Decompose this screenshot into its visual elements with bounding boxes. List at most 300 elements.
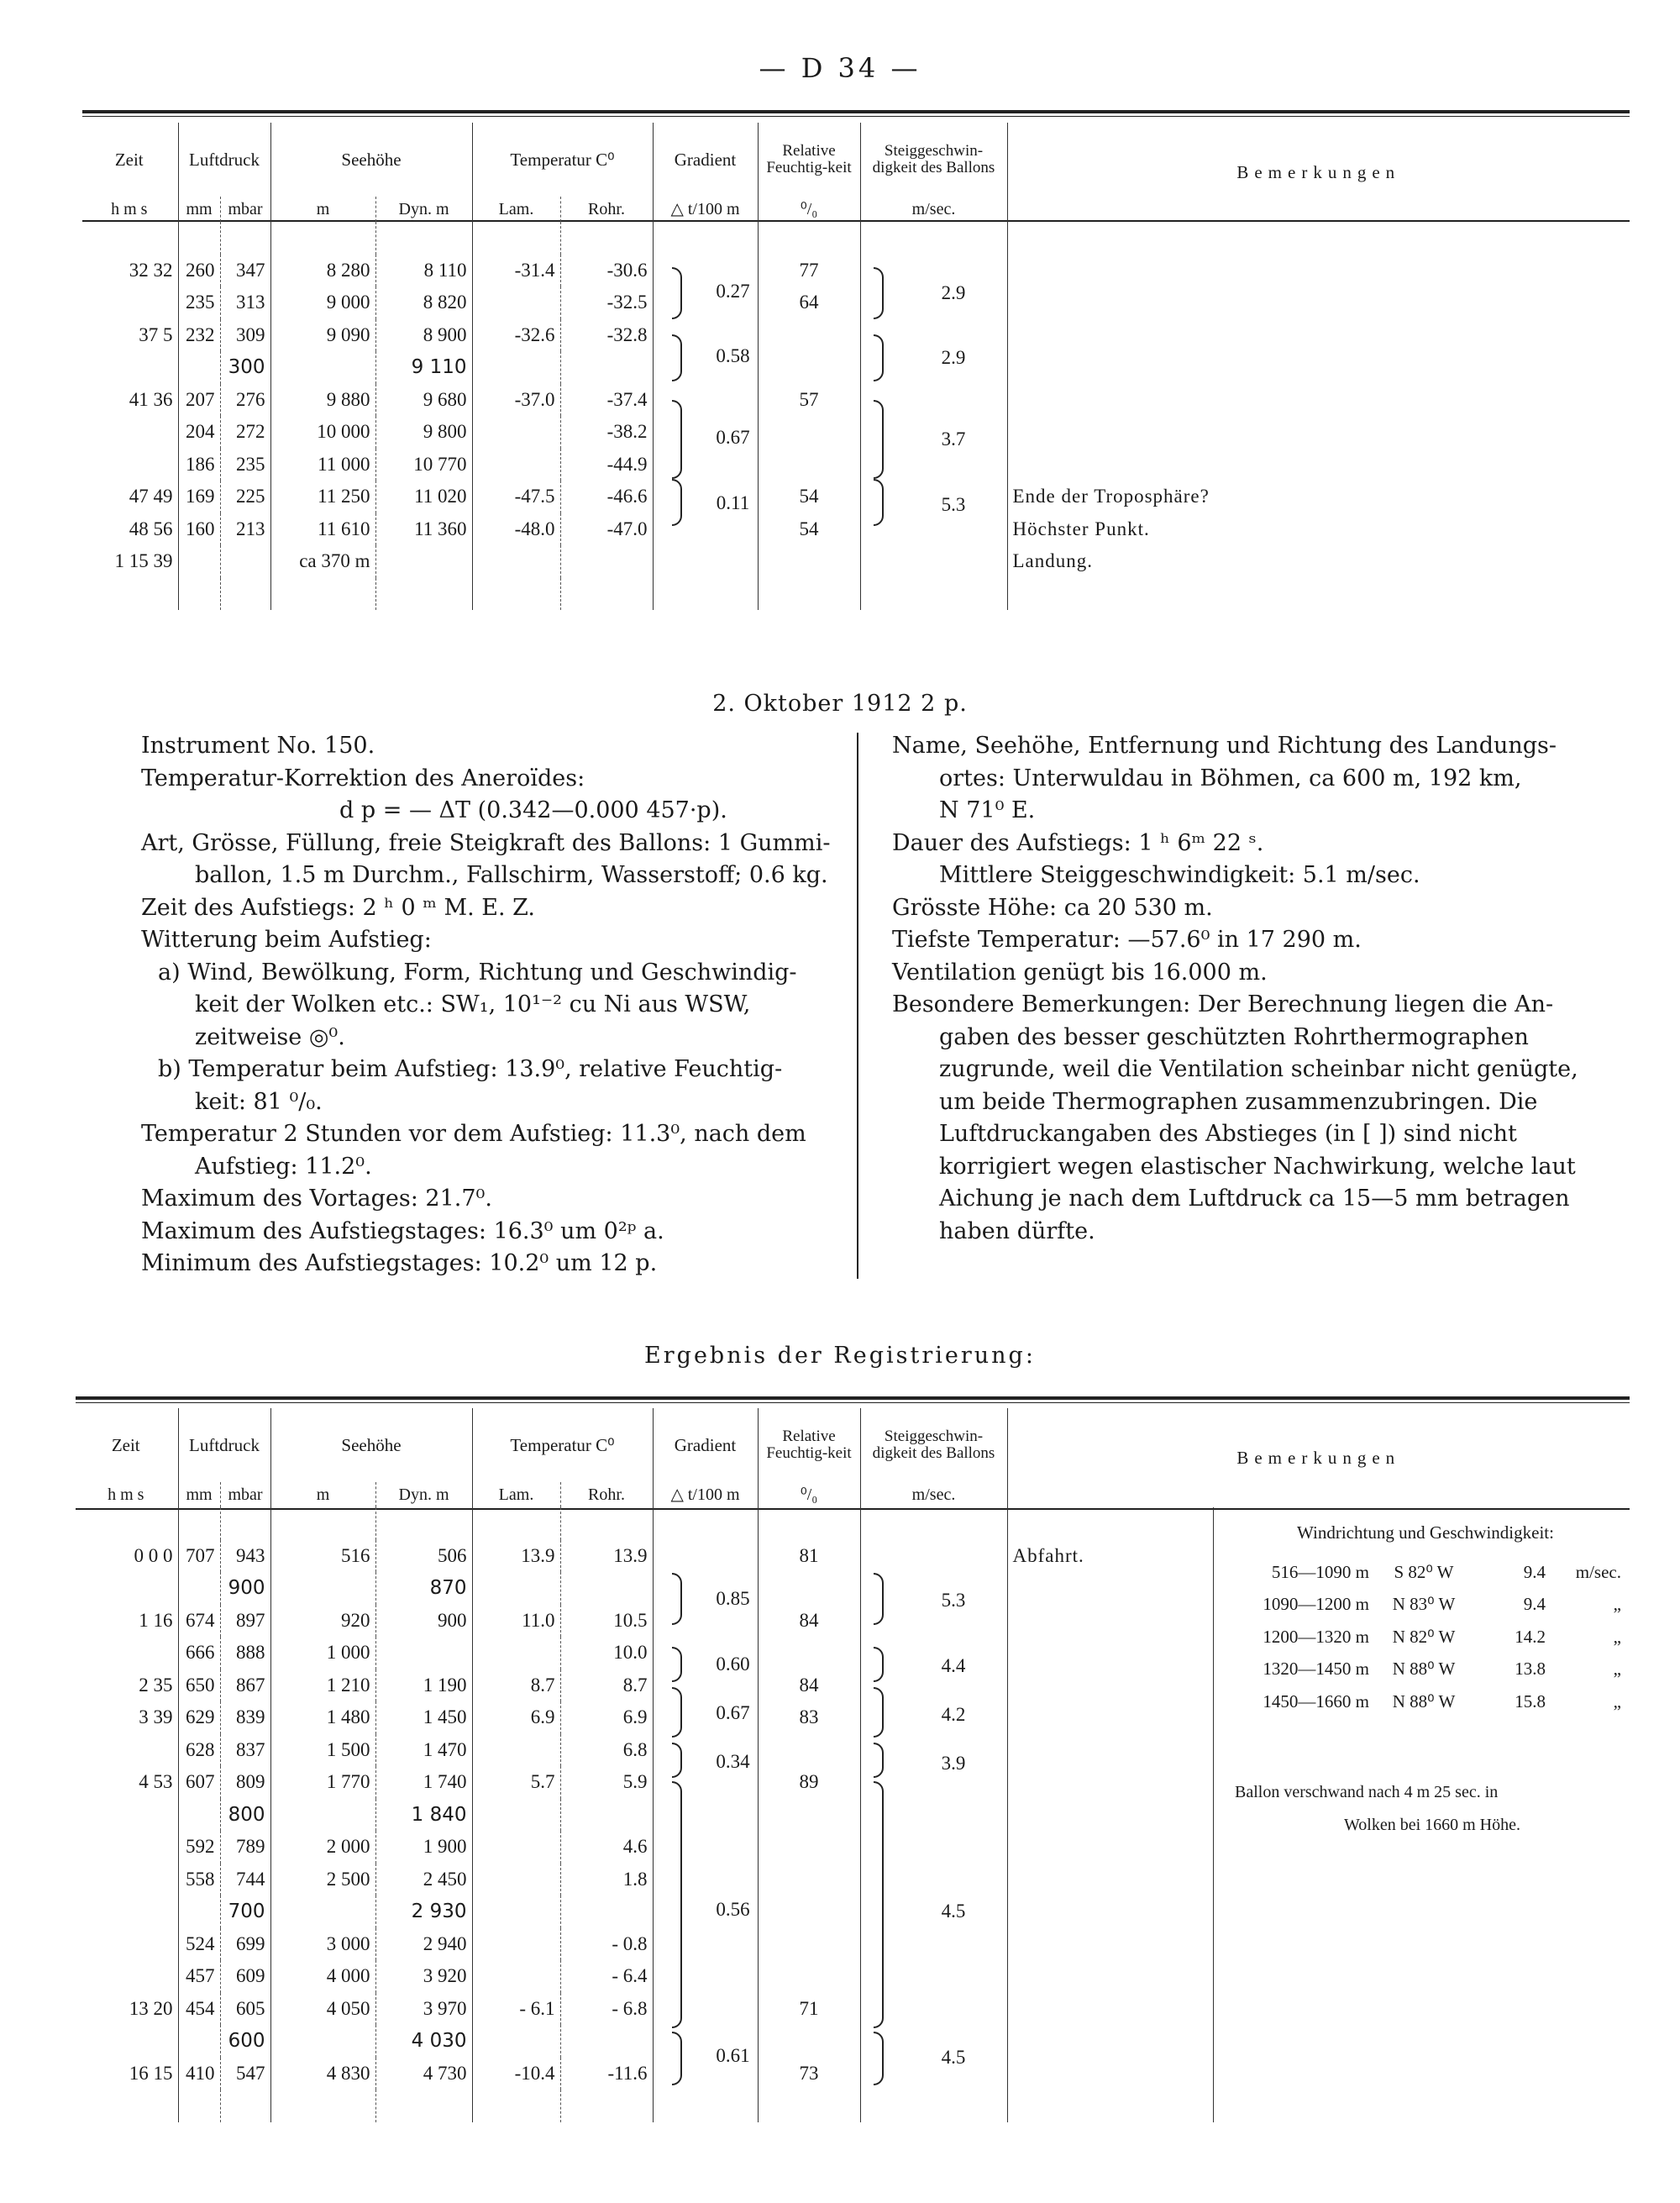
min-ascent-day: Minimum des Aufstiegstages: 10.2⁰ um 12 p. (141, 1250, 658, 1276)
temp-rohr-cell: 10.5 (560, 1605, 653, 1638)
height-dyn-cell: 10 770 (375, 449, 472, 481)
pressure-mbar-cell: 313 (220, 287, 270, 319)
time-cell: 37 5 (81, 319, 178, 352)
table-row (74, 2025, 1630, 2058)
pressure-mbar-cell: 609 (220, 1960, 270, 1993)
instrument-line: Instrument No. 150. (141, 733, 375, 759)
pressure-mm-cell (178, 545, 220, 578)
remark-cell (1007, 1637, 1213, 1669)
remark-cell (1007, 1864, 1213, 1896)
humidity-cell (758, 1799, 860, 1832)
wind-dir: N 83⁰ W (1392, 1594, 1456, 1615)
remarks-line: Luftdruckangaben des Abstieges (in [ ]) sind nicht (939, 1121, 1517, 1147)
time-cell: 16 15 (74, 2058, 178, 2090)
temp-rohr-cell (560, 1895, 653, 1928)
remark-cell (1007, 2025, 1213, 2058)
temp-lam-cell: -47.5 (472, 481, 560, 513)
brace (874, 2032, 884, 2085)
remark-cell: Höchster Punkt. (1012, 518, 1150, 539)
height-m-cell: 516 (270, 1540, 375, 1573)
gradient-cell (653, 1993, 758, 2026)
gradient-value: 0.61 (716, 2045, 750, 2066)
temp-lam-cell (472, 1864, 560, 1896)
pressure-mm-cell: 629 (178, 1701, 220, 1734)
time-cell: 13 20 (74, 1993, 178, 2026)
remark-cell (1007, 1766, 1213, 1799)
wind-speed: 14.2 (1515, 1626, 1546, 1647)
height-dyn-cell: 8 820 (375, 287, 472, 319)
col-feucht: Relative Feuchtig-keit (758, 1408, 860, 1482)
gradient-cell (653, 513, 758, 546)
pressure-mbar-cell: 789 (220, 1831, 270, 1864)
pressure-mm-cell: 666 (178, 1637, 220, 1669)
remark-cell (1007, 1605, 1213, 1638)
pressure-mm-cell: 207 (178, 384, 220, 417)
temp-rohr-cell: -46.6 (560, 481, 653, 513)
height-m-cell: 1 210 (270, 1669, 375, 1702)
height-dyn-cell: 4 730 (375, 2058, 472, 2090)
col-luftdruck: Luftdruck (178, 1408, 270, 1482)
page-number: — D 34 — (759, 52, 921, 84)
time-cell: 48 56 (81, 513, 178, 546)
speed-value: 4.4 (941, 1655, 966, 1676)
time-cell (74, 1960, 178, 1993)
remarks-line: Aichung je nach dem Luftdruck ca 15—5 mm betragen (939, 1186, 1570, 1212)
wind-range: 1200—1320 m (1263, 1626, 1369, 1647)
pressure-mm-cell: 674 (178, 1605, 220, 1638)
remark-cell (1007, 287, 1630, 319)
temp-rohr-cell: -38.2 (560, 416, 653, 449)
temp-lam-cell (472, 449, 560, 481)
speed-value: 2.9 (941, 347, 966, 368)
temp-lam-cell (472, 1572, 560, 1605)
temp-rohr-cell: 13.9 (560, 1540, 653, 1573)
humidity-cell (758, 449, 860, 481)
max-height: Grösste Höhe: ca 20 530 m. (892, 894, 1213, 921)
pressure-mbar-cell: 213 (220, 513, 270, 546)
speed-value: 4.5 (941, 2047, 966, 2068)
temp-rohr-cell: -44.9 (560, 449, 653, 481)
time-cell: 3 39 (74, 1701, 178, 1734)
time-cell (74, 1734, 178, 1767)
height-m-cell: 9 000 (270, 287, 375, 319)
humidity-cell (758, 1960, 860, 1993)
humidity-cell (758, 1928, 860, 1961)
weather-b: b) Temperatur beim Aufstieg: 13.9⁰, relative Feuchtig- (158, 1056, 783, 1082)
col-m: m (270, 1482, 375, 1507)
humidity-cell (758, 1864, 860, 1896)
wind-cell (1213, 1895, 1630, 1928)
col-gradient: Gradient (653, 123, 758, 197)
temp-lam-cell: 6.9 (472, 1701, 560, 1734)
height-dyn-cell: 8 110 (375, 255, 472, 287)
temp-lam-cell: -32.6 (472, 319, 560, 352)
remark-cell (1007, 1993, 1213, 2026)
temp-rohr-cell: -32.8 (560, 319, 653, 352)
wind-row (1235, 1556, 1621, 1589)
temp-rohr-cell (560, 1572, 653, 1605)
pressure-mm-cell (178, 1895, 220, 1928)
height-dyn-cell: 2 930 (375, 1895, 472, 1928)
time-cell (74, 2025, 178, 2058)
time-cell: 32 32 (81, 255, 178, 287)
wind-range: 1320—1450 m (1263, 1659, 1369, 1680)
height-dyn-cell: 1 740 (375, 1766, 472, 1799)
col-feucht: Relative Feuchtig-keit (758, 123, 860, 197)
temp-rohr-cell: 6.9 (560, 1701, 653, 1734)
table-row (81, 416, 1630, 449)
speed-value: 4.2 (941, 1704, 966, 1725)
speed-value: 3.9 (941, 1753, 966, 1774)
temp-rohr-cell: -37.4 (560, 384, 653, 417)
brace (874, 1781, 884, 2028)
wind-range: 1090—1200 m (1263, 1594, 1369, 1615)
height-dyn-cell (375, 545, 472, 578)
height-dyn-cell: 11 360 (375, 513, 472, 546)
brace (672, 1687, 682, 1738)
ascent-time: Zeit des Aufstiegs: 2 ʰ 0 ᵐ M. E. Z. (141, 894, 536, 921)
pressure-mbar-cell: 699 (220, 1928, 270, 1961)
col-gradient: Gradient (653, 1408, 758, 1482)
temp-lam-cell (472, 545, 560, 578)
temp-rohr-cell: -11.6 (560, 2058, 653, 2090)
table-row (74, 1928, 1630, 1961)
speed-value: 5.3 (941, 494, 966, 515)
pressure-mm-cell: 232 (178, 319, 220, 352)
balloon-line-2: ballon, 1.5 m Durchm., Fallschirm, Wasserstoff; 0.6 kg. (195, 862, 828, 888)
temp-lam-cell: -48.0 (472, 513, 560, 546)
humidity-cell: 71 (758, 1993, 860, 2026)
pressure-mbar-cell: 605 (220, 1993, 270, 2026)
col-feucht-unit: ⁰/₀ (758, 197, 860, 222)
table-row (74, 1895, 1630, 1928)
wind-note: Ballon verschwand nach 4 m 25 sec. in (1235, 1783, 1499, 1801)
column-divider (857, 733, 858, 1279)
col-zeit-unit: h m s (74, 1482, 178, 1507)
table-row (81, 545, 1630, 578)
gradient-cell (653, 1831, 758, 1864)
lowest-temperature: Tiefste Temperatur: —57.6⁰ in 17 290 m. (892, 927, 1362, 953)
gradient-value: 0.56 (716, 1899, 750, 1920)
speed-value: 2.9 (941, 282, 966, 303)
pressure-mm-cell: 169 (178, 481, 220, 513)
pressure-mbar-cell (220, 545, 270, 578)
gradient-cell (653, 449, 758, 481)
table-row (74, 2058, 1630, 2090)
humidity-cell: 84 (758, 1669, 860, 1702)
height-dyn-cell (375, 1637, 472, 1669)
table-row (81, 513, 1630, 546)
temp-rohr-cell: - 0.8 (560, 1928, 653, 1961)
remark-cell (1007, 1669, 1213, 1702)
results-title: Ergebnis der Registrierung: (644, 1343, 1036, 1369)
col-dyn: Dyn. m (375, 197, 472, 222)
remarks-line: haben dürfte. (939, 1217, 1095, 1244)
height-m-cell: 11 610 (270, 513, 375, 546)
brace (672, 1647, 682, 1682)
table-header-row (74, 1408, 1630, 1482)
height-dyn-cell: 1 840 (375, 1799, 472, 1832)
height-dyn-cell: 506 (375, 1540, 472, 1573)
height-dyn-cell: 3 970 (375, 1993, 472, 2026)
humidity-cell: 77 (758, 255, 860, 287)
remark-cell (1007, 319, 1630, 352)
gradient-value: 0.85 (716, 1588, 750, 1609)
wind-title: Windrichtung und Geschwindigkeit: (1297, 1522, 1554, 1543)
speed-value: 3.7 (941, 429, 966, 450)
weather-b-2: keit: 81 ⁰/₀. (195, 1088, 323, 1115)
col-mm: mm (178, 1482, 220, 1507)
ventilation: Ventilation genügt bis 16.000 m. (892, 959, 1268, 986)
col-mbar: mbar (220, 197, 270, 222)
balloon-line: Art, Grösse, Füllung, freie Steigkraft des Ballons: 1 Gummi- (141, 829, 831, 856)
pressure-mm-cell: 592 (178, 1831, 220, 1864)
height-m-cell: 4 830 (270, 2058, 375, 2090)
gradient-value: 0.67 (716, 427, 750, 448)
remarks-line: um beide Thermographen zusammenzubringen. Die (939, 1088, 1538, 1115)
brace (874, 267, 884, 319)
time-cell (74, 1799, 178, 1832)
temp-lam-cell (472, 416, 560, 449)
pressure-mm-cell: 260 (178, 255, 220, 287)
height-m-cell: 1 770 (270, 1766, 375, 1799)
gradient-value: 0.34 (716, 1751, 750, 1772)
height-dyn-cell: 900 (375, 1605, 472, 1638)
height-m-cell: 11 250 (270, 481, 375, 513)
col-zeit: Zeit (74, 1408, 178, 1482)
pressure-mm-cell (178, 1572, 220, 1605)
registration-table-1 (81, 123, 1630, 610)
humidity-cell: 81 (758, 1540, 860, 1573)
brace (672, 267, 682, 319)
time-cell: 4 53 (74, 1766, 178, 1799)
pressure-mm-cell: 457 (178, 1960, 220, 1993)
wind-row (1235, 1654, 1621, 1686)
wind-cell (1213, 1831, 1630, 1864)
pressure-mm-cell (178, 1799, 220, 1832)
height-dyn-cell: 1 450 (375, 1701, 472, 1734)
landing-line: Name, Seehöhe, Entfernung und Richtung des Landungs- (892, 733, 1557, 759)
height-m-cell: 1 480 (270, 1701, 375, 1734)
wind-dir: N 88⁰ W (1392, 1659, 1456, 1680)
height-m-cell: 4 050 (270, 1993, 375, 2026)
remarks-line: Besondere Bemerkungen: Der Berechnung liegen die An- (892, 991, 1554, 1017)
time-cell (81, 351, 178, 384)
pressure-mbar-cell: 347 (220, 255, 270, 287)
remark-cell: Landung. (1012, 550, 1094, 572)
col-m: m (270, 197, 375, 222)
height-dyn-cell: 9 110 (375, 351, 472, 384)
temp-lam-cell: -10.4 (472, 2058, 560, 2090)
pressure-mm-cell: 628 (178, 1734, 220, 1767)
height-dyn-cell: 870 (375, 1572, 472, 1605)
wind-unit: „ (1613, 1626, 1621, 1647)
gradient-cell (653, 545, 758, 578)
humidity-cell (758, 1831, 860, 1864)
top-rule-1b (82, 116, 1630, 117)
col-gradient-unit: △ t/100 m (653, 197, 758, 222)
gradient-cell (653, 1928, 758, 1961)
pressure-mbar-cell: 900 (220, 1572, 270, 1605)
humidity-cell: 89 (758, 1766, 860, 1799)
humidity-cell: 54 (758, 481, 860, 513)
time-cell (74, 1572, 178, 1605)
remarks-line: gaben des besser geschützten Rohrthermographen (939, 1023, 1529, 1050)
temp-lam-cell (472, 351, 560, 384)
height-m-cell: 9 880 (270, 384, 375, 417)
time-cell (81, 287, 178, 319)
height-m-cell (270, 1572, 375, 1605)
col-steig: Steiggeschwin-digkeit des Ballons (860, 123, 1007, 197)
height-dyn-cell: 1 470 (375, 1734, 472, 1767)
top-rule-2b (76, 1402, 1630, 1403)
remarks-line: zugrunde, weil die Ventilation scheinbar nicht genügte, (939, 1056, 1578, 1082)
col-seehoehe: Seehöhe (270, 123, 472, 197)
pressure-mm-cell: 650 (178, 1669, 220, 1702)
temp-lam-cell (472, 1928, 560, 1961)
pressure-mbar-cell: 309 (220, 319, 270, 352)
temperature-after: Aufstieg: 11.2⁰. (195, 1153, 372, 1180)
table-header-row (81, 123, 1630, 197)
remark-cell (1007, 255, 1630, 287)
temp-rohr-cell: -47.0 (560, 513, 653, 546)
table-row (81, 319, 1630, 352)
temp-lam-cell (472, 1831, 560, 1864)
remark-cell (1007, 449, 1630, 481)
gradient-value: 0.11 (716, 492, 750, 513)
col-temperatur: Temperatur C⁰ (472, 123, 653, 197)
col-mbar: mbar (220, 1482, 270, 1507)
pressure-mbar-cell: 867 (220, 1669, 270, 1702)
wind-cell (1213, 2025, 1630, 2058)
temp-lam-cell (472, 287, 560, 319)
wind-unit: „ (1613, 1659, 1621, 1680)
pressure-mm-cell: 454 (178, 1993, 220, 2026)
temp-rohr-cell: - 6.8 (560, 1993, 653, 2026)
gradient-cell (653, 1799, 758, 1832)
temp-lam-cell: 5.7 (472, 1766, 560, 1799)
weather-a-2: keit der Wolken etc.: SW₁, 10¹⁻² cu Ni aus WSW, (195, 991, 751, 1017)
height-dyn-cell: 1 190 (375, 1669, 472, 1702)
speed-value: 4.5 (941, 1901, 966, 1922)
wind-row (1235, 1589, 1621, 1622)
temp-rohr-cell: 10.0 (560, 1637, 653, 1669)
temp-lam-cell: - 6.1 (472, 1993, 560, 2026)
humidity-cell: 64 (758, 287, 860, 319)
temp-lam-cell (472, 1637, 560, 1669)
col-gradient-unit: △ t/100 m (653, 1482, 758, 1507)
duration: Dauer des Aufstiegs: 1 ʰ 6ᵐ 22 ˢ. (892, 829, 1264, 856)
humidity-cell: 54 (758, 513, 860, 546)
pressure-mm-cell: 160 (178, 513, 220, 546)
height-dyn-cell: 3 920 (375, 1960, 472, 1993)
remark-cell (1007, 1799, 1213, 1832)
time-cell (74, 1895, 178, 1928)
height-m-cell: 3 000 (270, 1928, 375, 1961)
temp-rohr-cell: - 6.4 (560, 1960, 653, 1993)
brace (672, 2032, 682, 2085)
brace (874, 1743, 884, 1778)
humidity-cell: 73 (758, 2058, 860, 2090)
correction-line: Temperatur-Korrektion des Aneroïdes: (141, 765, 585, 791)
remark-cell (1007, 1831, 1213, 1864)
temp-lam-cell: 11.0 (472, 1605, 560, 1638)
correction-formula: d p = — ΔT (0.342—0.000 457·p). (339, 797, 727, 823)
landing-line-2: ortes: Unterwuldau in Böhmen, ca 600 m, 192 km, (939, 765, 1522, 791)
wind-cell (1213, 1734, 1630, 1767)
col-dyn: Dyn. m (375, 1482, 472, 1507)
metadata-left (141, 730, 855, 1280)
temp-lam-cell (472, 1895, 560, 1928)
pressure-mbar-cell: 600 (220, 2025, 270, 2058)
height-dyn-cell: 2 940 (375, 1928, 472, 1961)
wind-cell (1213, 1864, 1630, 1896)
height-m-cell: 1 000 (270, 1637, 375, 1669)
gradient-value: 0.60 (716, 1654, 750, 1675)
time-cell (81, 449, 178, 481)
gradient-value: 0.58 (716, 345, 750, 366)
pressure-mm-cell: 558 (178, 1864, 220, 1896)
wind-cell (1213, 2058, 1630, 2090)
wind-range: 1450—1660 m (1263, 1690, 1369, 1711)
col-steig: Steiggeschwin-digkeit des Ballons (860, 1408, 1007, 1482)
height-dyn-cell: 9 680 (375, 384, 472, 417)
brace (874, 1687, 884, 1738)
gradient-cell (653, 1540, 758, 1573)
pressure-mm-cell: 524 (178, 1928, 220, 1961)
humidity-cell: 57 (758, 384, 860, 417)
time-cell: 2 35 (74, 1669, 178, 1702)
col-zeit: Zeit (81, 123, 178, 197)
pressure-mm-cell: 235 (178, 287, 220, 319)
pressure-mbar-cell: 300 (220, 351, 270, 384)
height-dyn-cell: 4 030 (375, 2025, 472, 2058)
wind-cell (1213, 1928, 1630, 1961)
time-cell (74, 1637, 178, 1669)
pressure-mbar-cell: 744 (220, 1864, 270, 1896)
remark-cell (1007, 1895, 1213, 1928)
temp-lam-cell: -37.0 (472, 384, 560, 417)
wind-cell (1213, 1960, 1630, 1993)
height-m-cell: ca 370 m (270, 545, 375, 578)
height-m-cell (270, 2025, 375, 2058)
speed-cell (860, 545, 1007, 578)
temp-rohr-cell: 8.7 (560, 1669, 653, 1702)
pressure-mbar-cell: 547 (220, 2058, 270, 2090)
gradient-cell (653, 1960, 758, 1993)
remark-cell: Abfahrt. (1007, 1540, 1213, 1573)
wind-range: 516—1090 m (1271, 1561, 1369, 1582)
top-rule-2 (76, 1396, 1630, 1400)
col-zeit-unit: h m s (81, 197, 178, 222)
temp-lam-cell (472, 1799, 560, 1832)
col-bemerkungen: Bemerkungen (1236, 162, 1401, 182)
ascent-date: 2. Oktober 1912 2 p. (712, 691, 968, 717)
height-m-cell: 9 090 (270, 319, 375, 352)
gradient-cell (653, 384, 758, 417)
speed-cell (860, 1540, 1007, 1573)
wind-unit: „ (1613, 1690, 1621, 1711)
temp-lam-cell: 13.9 (472, 1540, 560, 1573)
temperature-before: Temperatur 2 Stunden vor dem Aufstieg: 11.3⁰, nach dem (141, 1121, 806, 1147)
brace (672, 334, 682, 381)
registration-table-2 (74, 1408, 1630, 2122)
temp-rohr-cell: 4.6 (560, 1831, 653, 1864)
pressure-mbar-cell: 888 (220, 1637, 270, 1669)
col-steig-unit: m/sec. (860, 197, 1007, 222)
col-bemerkungen: Bemerkungen (1236, 1448, 1401, 1468)
table-row (81, 449, 1630, 481)
